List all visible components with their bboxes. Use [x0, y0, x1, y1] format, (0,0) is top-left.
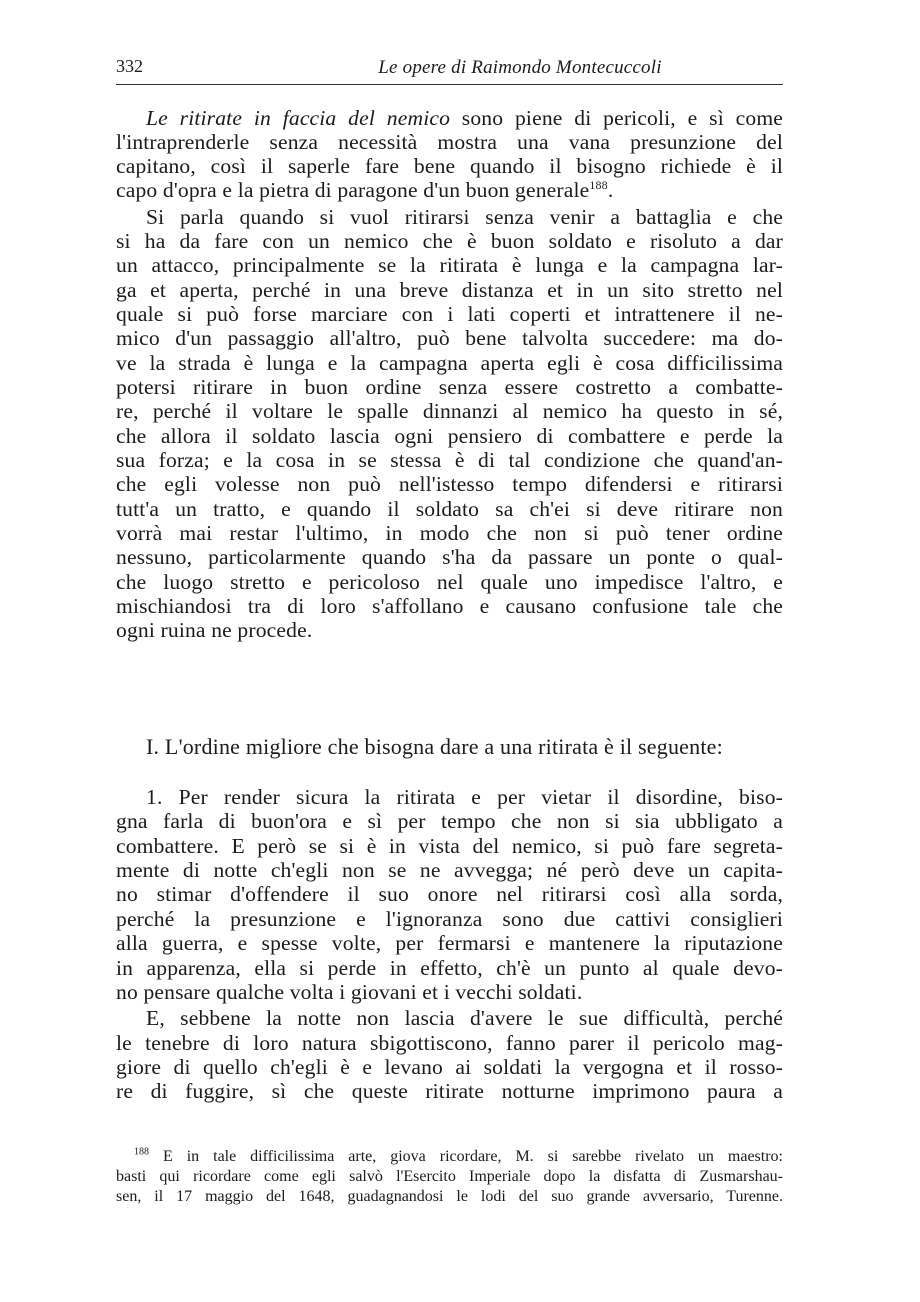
footnote-line-1 [134, 1148, 783, 1166]
footnote-number: 188 [134, 1146, 149, 1158]
para2-line-2: si ha da fare con un nemico che è buon soldato e risoluto a dar [116, 229, 783, 253]
para3-line-7: alla guerra, e spesse volte, per fermarsi e mantenere la riputazione [116, 931, 783, 955]
para4-line-4: re di fuggire, sì che queste ritirate notturne imprimono paura a [116, 1079, 783, 1103]
para4-line-3: giore di quello ch'egli è e levano ai soldati la vergogna et il rosso- [116, 1055, 783, 1079]
para1-line-2: l'intraprenderle senza necessità mostra una vana presunzione del [116, 130, 783, 154]
para3-line-9: no pensare qualche volta i giovani et i vecchi soldati. [116, 980, 583, 1004]
para2-line-15: nessuno, particolarmente quando s'ha da passare un ponte o qual- [116, 545, 783, 569]
para4-line-2: le tenebre di loro natura sbigottiscono, fanno parer il pericolo mag- [116, 1031, 783, 1055]
para1-line-3: capitano, così il saperle fare bene quando il bisogno richiede è il [116, 154, 783, 178]
footnote-ref-188: 188 [589, 177, 608, 192]
para2-line-14: vorrà mai restar l'ultimo, in modo che non si può tener ordine [116, 521, 783, 545]
running-head: Le opere di Raimondo Montecuccoli [378, 57, 662, 78]
footnote-line-3: sen, il 17 maggio del 1648, guadagnandosi le lodi del suo grande avversario, Turenne. [116, 1188, 783, 1205]
para1-line-4 [116, 179, 783, 201]
para2-line-16: che luogo stretto e pericoloso nel quale uno impedisce l'altro, e [116, 570, 783, 594]
para3-line-5: no stimar d'offendere il suo onore nel ritirarsi così alla sorda, [116, 882, 783, 906]
para2-line-12: che egli volesse non può nell'istesso tempo difendersi e ritirarsi [116, 472, 783, 496]
para2-line-18: ogni ruina ne procede. [116, 618, 313, 642]
para2-line-7: ve la strada è lunga e la campagna aperta egli è cosa difficilissima [116, 351, 783, 375]
para3-line-6: perché la presunzione e l'ignoranza sono due cattivi consiglieri [116, 907, 783, 931]
para1-line-4-text: capo d'opra e la pietra di paragone d'un buon generale [116, 178, 590, 202]
footnote-line-1-text: E in tale difficilissima arte, giova ricordare, M. si sarebbe rivelato un maestro: [149, 1148, 783, 1165]
para1-line-1-text: sono piene di pericoli, e sì come [450, 106, 783, 130]
para2-line-1: Si parla quando si vuol ritirarsi senza venir a battaglia e che [146, 205, 783, 229]
page-number: 332 [116, 56, 143, 76]
para1-line-1 [146, 107, 783, 129]
para2-line-17: mischiandosi tra di loro s'affollano e causano confusione tale che [116, 594, 783, 618]
para1-end-punct: . [607, 178, 614, 202]
para3-line-3: combattere. E però se si è in vista del nemico, si può fare segreta- [116, 834, 783, 858]
para2-line-10: che allora il soldato lascia ogni pensiero di combattere e perde la [116, 424, 783, 448]
para3-line-8: in apparenza, ella si perde in effetto, ch'è un punto al quale devo- [116, 956, 783, 980]
para2-line-9: re, perché il voltare le spalle dinnanzi al nemico ha questo in sé, [116, 399, 783, 423]
para2-line-11: sua forza; e la cosa in se stessa è di tal condizione che quand'an- [116, 448, 783, 472]
para3-line-1: 1. Per render sicura la ritirata e per vietar il disordine, biso- [146, 785, 783, 809]
para1-lead-italic: Le ritirate in faccia del nemico [146, 106, 451, 130]
para2-line-5: quale si può forse marciare con i lati coperti et intrattenere il ne- [116, 302, 783, 326]
para3-line-4: mente di notte ch'egli non se ne avvegga; né però deve un capita- [116, 858, 783, 882]
para2-line-8: potersi ritirare in buon ordine senza essere costretto a combatte- [116, 375, 783, 399]
para3-line-2: gna farla di buon'ora e sì per tempo che non si sia ubbligato a [116, 809, 783, 833]
para4-line-1: E, sebbene la notte non lascia d'avere le sue difficultà, perché [146, 1006, 783, 1030]
para2-line-3: un attacco, principalmente se la ritirata è lunga e la campagna lar- [116, 253, 783, 277]
para2-line-6: mico d'un passaggio all'altro, può bene talvolta succedere: ma do- [116, 326, 783, 350]
para2-line-13: tutt'a un tratto, e quando il soldato sa ch'ei si deve ritirare non [116, 497, 783, 521]
section-heading: I. L'ordine migliore che bisogna dare a una ritirata è il seguente: [146, 734, 723, 759]
footnote-line-2: basti qui ricordare come egli salvò l'Esercito Imperiale dopo la disfatta di Zusmarshau- [116, 1168, 783, 1185]
header-rule [116, 84, 783, 85]
para2-line-4: ga et aperta, perché in una breve distanza et in un sito stretto nel [116, 278, 783, 302]
